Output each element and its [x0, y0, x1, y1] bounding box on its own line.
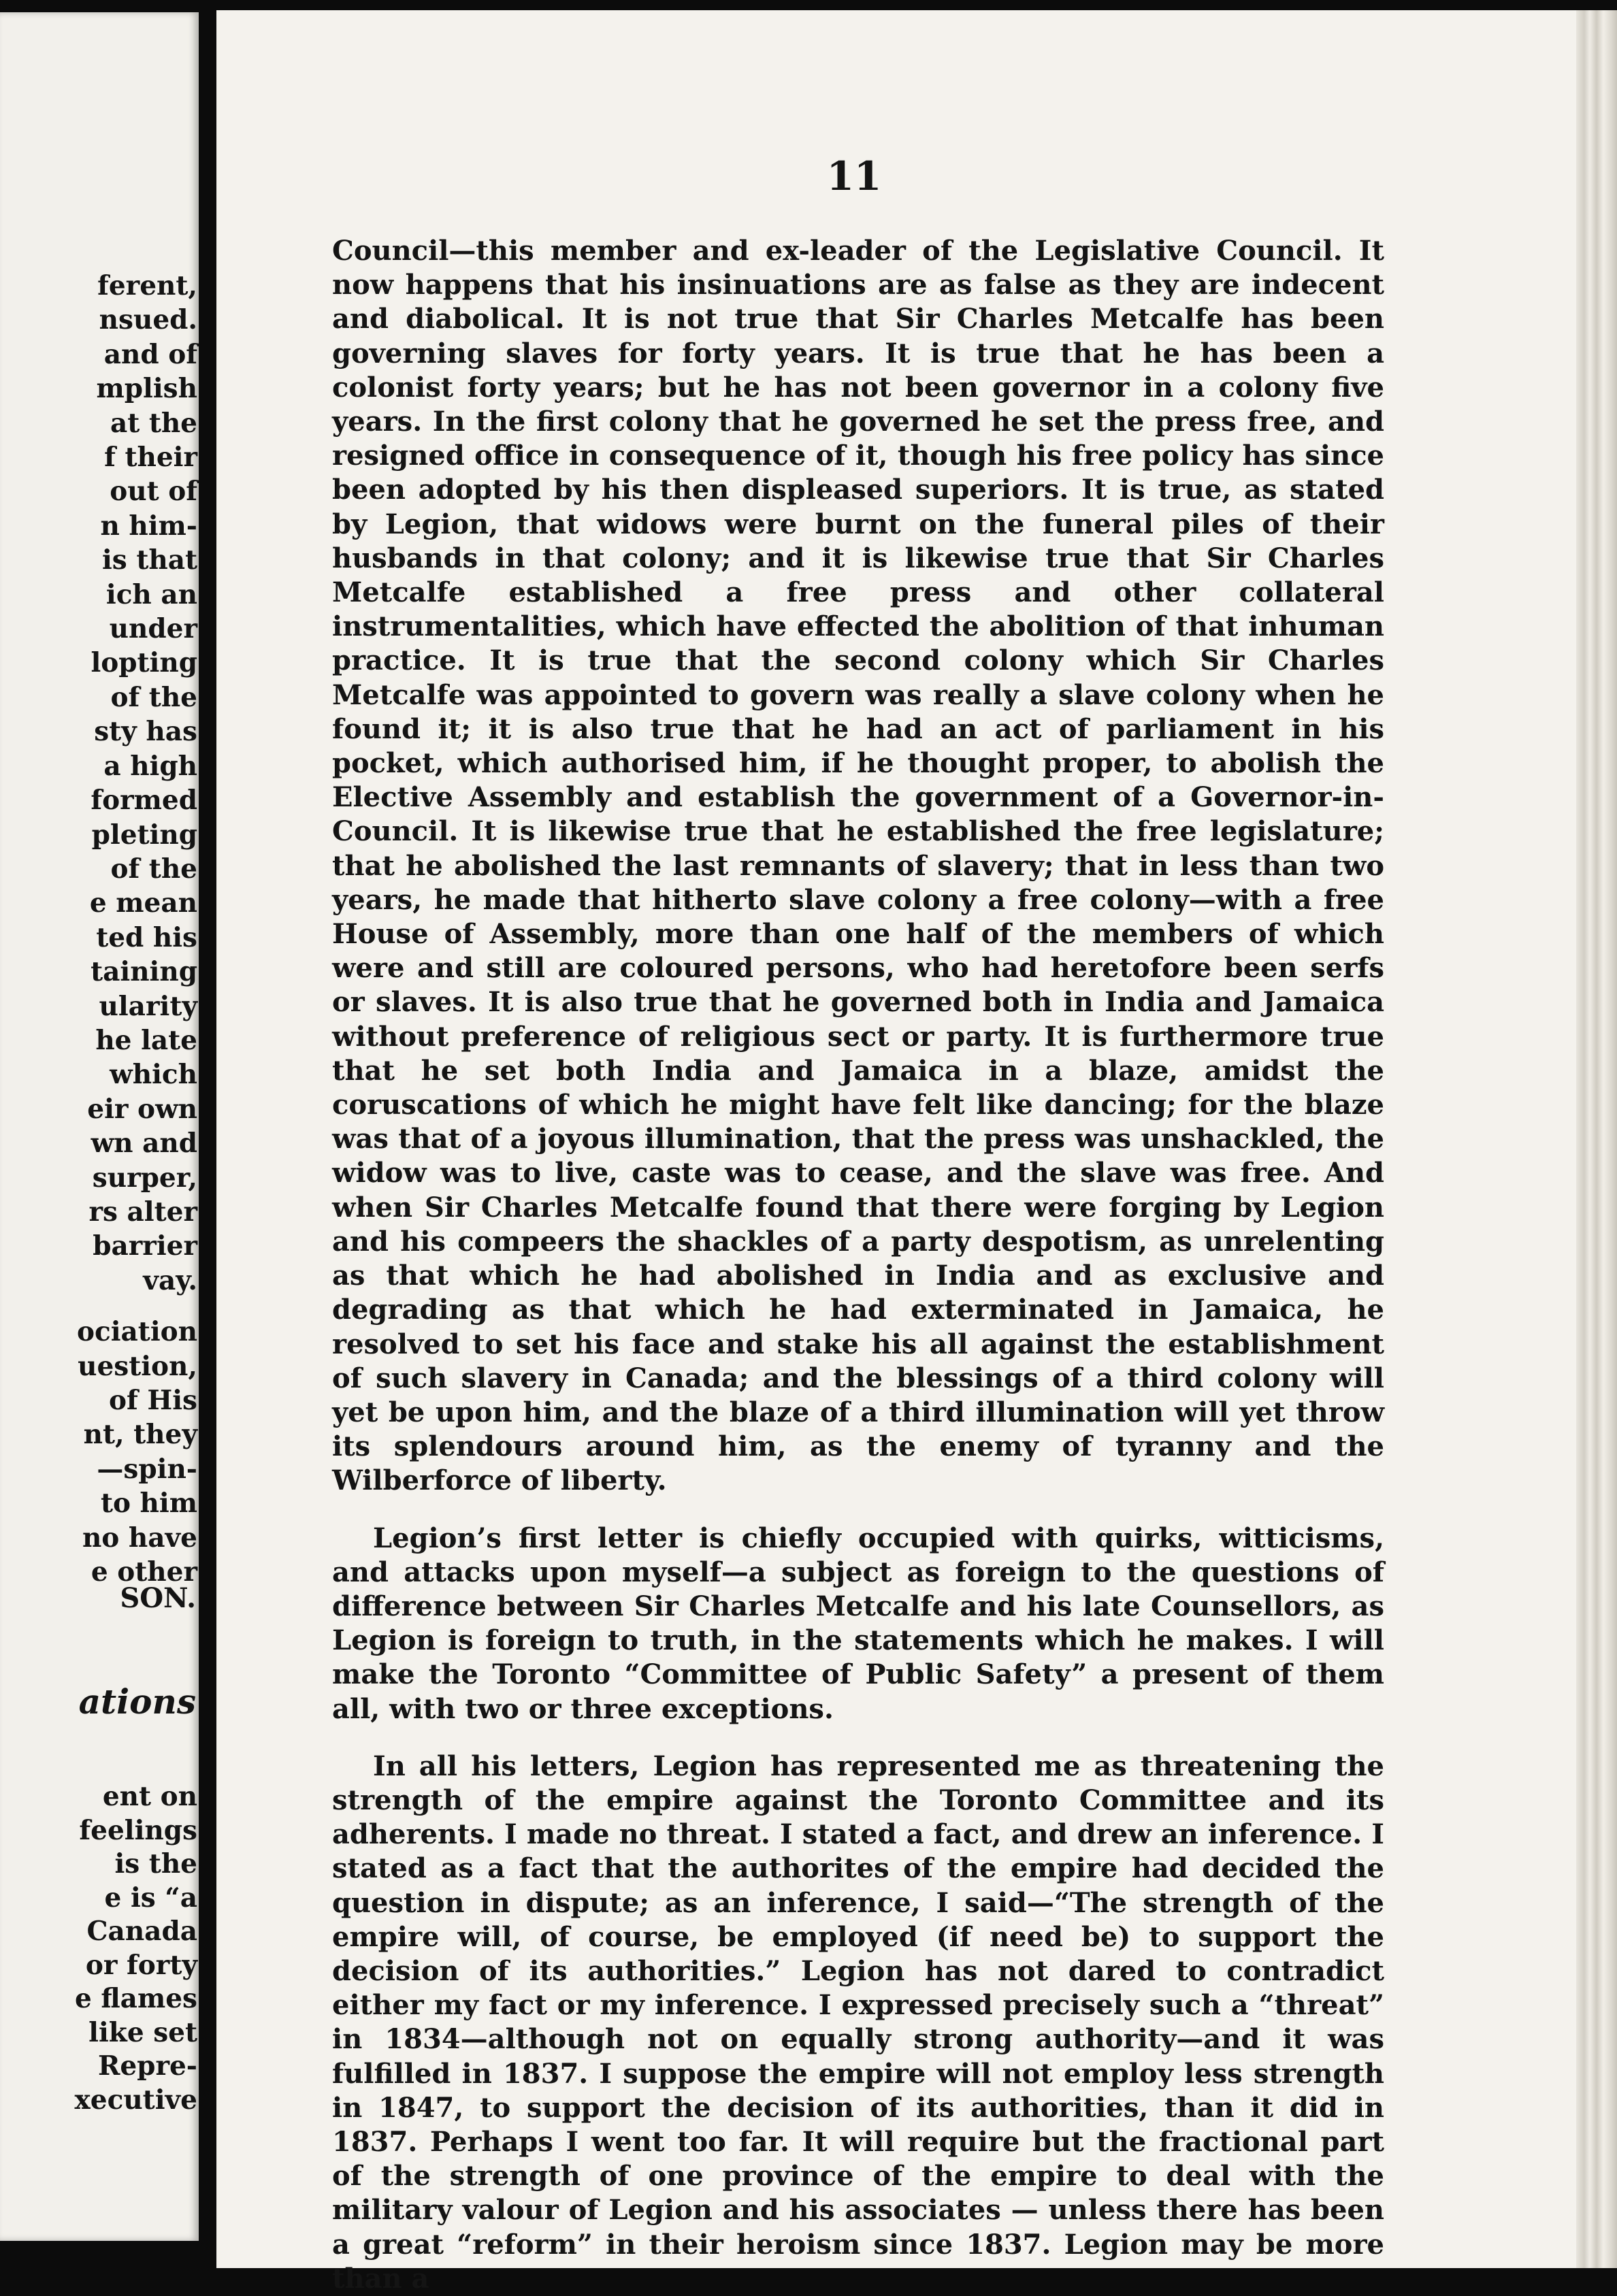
previous-page-line: uestion, [78, 1350, 197, 1382]
previous-page-line: n him- [100, 510, 197, 542]
previous-page-line: of the [110, 681, 197, 713]
previous-page-line: f their [104, 442, 197, 474]
previous-page-line: is that [101, 544, 197, 576]
previous-page-line: nt, they [83, 1419, 197, 1451]
previous-page-line: e other [91, 1556, 197, 1588]
previous-page-line: e flames [74, 1983, 197, 2014]
previous-page-line: nsued. [99, 304, 197, 336]
previous-page-line: which [110, 1059, 197, 1091]
previous-page-line: rs alter [88, 1196, 197, 1228]
previous-page-line: mplish [96, 373, 197, 405]
previous-page-line: vay. [143, 1264, 197, 1296]
previous-page-line: under [109, 613, 197, 645]
paragraph: Council—this member and ex-leader of the Legislative Council. It now happens that his insinuations are as false as they are indecent and diabolical. It is not true that Sir Charles Metcalfe has been governing slaves for forty years. It is true that he has been a colonist forty years; but he has not been governor in a colony five years. In the first colony that he governed he set the press free, and resigned office in consequence of it, though his free policy has since been adopted by his then displeased superiors. It is true, as stated by Legion, that widows were burnt on the funeral piles of their husbands in that colony; and it is likewise true that Sir Charles Metcalfe established a free press and other collateral instrumentalities, which have effected the abolition of that inhuman practice. It is true that the second colony which Sir Charles Metcalfe was appointed to govern was really a slave colony when he found it; it is also true that he had an act of parliament in his pocket, which authorised him, if he thought proper, to abolish the Elective Assembly and establish the government of a Governor-in-Council. It is likewise true that he established the free legislature; that he abolished the last remnants of slavery; that in less than two years, he made that hitherto slave colony a free colony—with a free House of Assembly, more than one half of the members of which were and still are coloured persons, who had heretofore been serfs or slaves. It is also true that he governed both in India and Jamaica without preference of religious sect or party. It is furthermore true that he set both India and Jamaica in a blaze, amidst the coruscations of which he might have felt like dancing; for the blaze was that of a joyous illumination, that the press was unshackled, the widow was to live, caste was to cease, and the slave was free. And when Sir Charles Metcalfe found that there were forging by Legion and his compeers the shackles of a party despotism, as unrelenting as that which he had abolished in India and as exclusive and degrading as that which he had exterminated in Jamaica, he resolved to set his face and stake his all against the establishment of such slavery in Canada; and the blessings of a third colony will yet be upon him, and the blaze of a third illumination will yet throw its splendours around him, as the enemy of tyranny and the Wilberforce of liberty. [332, 235, 1384, 1497]
previous-page-line: is the [114, 1848, 197, 1880]
previous-page-signature: SON. [120, 1582, 196, 1614]
previous-page-line: Canada [86, 1916, 197, 1947]
previous-page-line: out of [110, 476, 197, 508]
previous-page-line: eir own [87, 1093, 197, 1125]
previous-page-line: ich an [105, 578, 197, 610]
previous-page-line: ferent, [97, 270, 197, 301]
previous-page-line: lopting [91, 647, 197, 679]
previous-page-line: ociation [76, 1316, 197, 1348]
previous-page-line: e is “a [104, 1882, 197, 1914]
previous-page-line: no have [82, 1522, 197, 1554]
previous-page-line: sty has [94, 716, 197, 748]
previous-page-lines-bottom [0, 1780, 197, 2117]
page-edge [1576, 10, 1617, 2268]
previous-page-line: of the [110, 853, 197, 885]
previous-page-line: to him [100, 1488, 197, 1520]
page-number: 11 [826, 153, 882, 199]
previous-page-line: Repre- [97, 2050, 197, 2082]
previous-page-line: wn and [91, 1128, 197, 1160]
previous-page-line: barrier [93, 1230, 197, 1262]
previous-page-line: he late [95, 1024, 197, 1056]
body-text [332, 234, 1384, 2296]
previous-page-line: ted his [96, 921, 197, 953]
previous-page-line: like set [88, 2016, 197, 2048]
previous-page-line: and of [103, 338, 197, 370]
previous-page-line: at the [110, 407, 197, 439]
previous-page-line: e mean [89, 887, 197, 919]
previous-page-line: taining [91, 956, 197, 988]
previous-page-line: ularity [99, 990, 197, 1022]
previous-page-line: ent on [102, 1781, 197, 1812]
previous-page-line: formed [91, 785, 197, 817]
previous-page-lines-top [0, 269, 197, 1589]
previous-page-heading: ations [78, 1682, 196, 1722]
previous-page-line: feelings [79, 1814, 197, 1846]
previous-page-line: surper, [92, 1162, 197, 1194]
previous-page-line: —spin- [97, 1453, 197, 1485]
previous-page-line: xecutive [74, 2084, 197, 2116]
previous-page-line: or forty [85, 1949, 197, 1981]
previous-page-fragment [0, 12, 199, 2241]
previous-page-line: of His [109, 1385, 197, 1416]
paragraph: Legion’s first letter is chiefly occupied with quirks, witticisms, and attacks upon myself—a subject as foreign to the questions of difference between Sir Charles Metcalfe and his late Counsellors, as Legion is foreign to truth, in the statements which he makes. I will make the Toronto “Committee of Public Safety” a present of them all, with two or three exceptions. [332, 1522, 1384, 1725]
previous-page-line: a high [103, 750, 197, 782]
previous-page-line: pleting [91, 819, 197, 851]
paragraph: In all his letters, Legion has represented me as threatening the strength of the empire against the Toronto Committee and its adherents. I made no threat. I stated a fact, and drew an inference. I stated as a fact that the authorites of the empire had decided the question in dispute; as an inference, I said—“The strength of the empire will, of course, be employed (if need be) to support the decision of its authorities.” Legion has not dared to contradict either my fact or my inference. I expressed precisely such a “threat” in 1834—although not on equally strong authority—and it was fulfilled in 1837. I suppose the empire will not employ less strength in 1847, to support the decision of its authorities, than it did in 1837. Perhaps I went too far. It will require but the fractional part of the strength of one province of the empire to deal with the military valour of Legion and his associates — unless there has been a great “reform” in their heroism since 1837. Legion may be more than a [332, 1750, 1384, 2295]
